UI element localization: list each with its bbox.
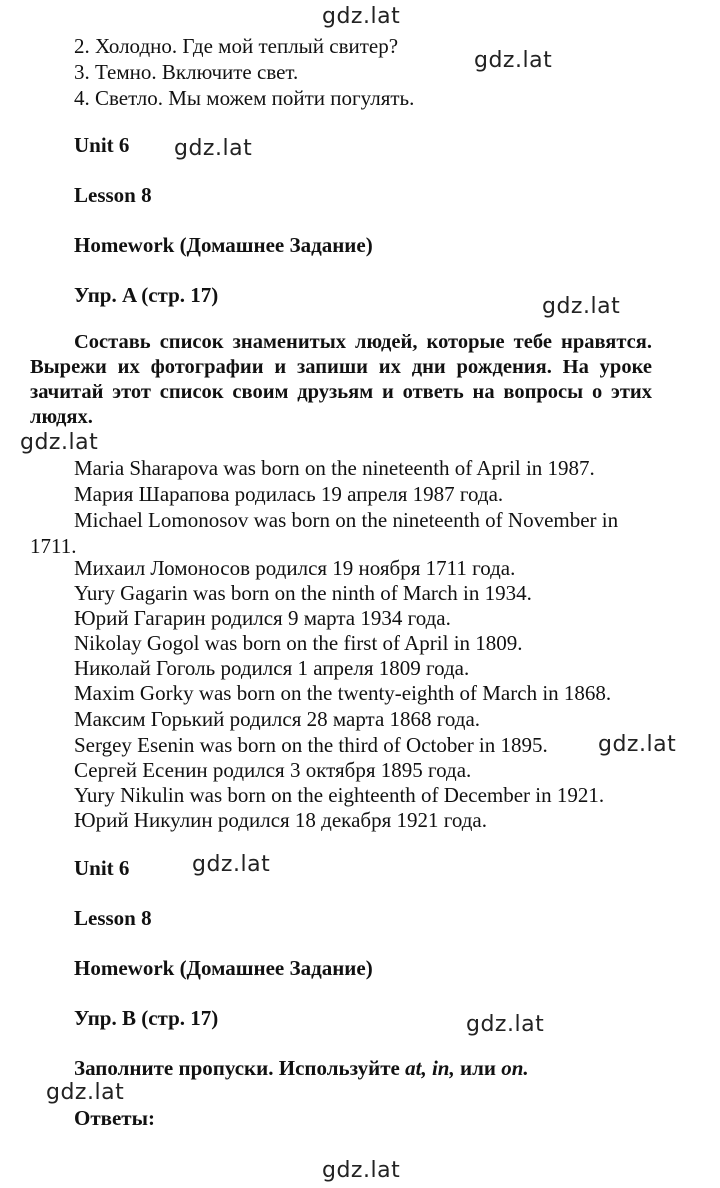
answer-line: Николай Гоголь родился 1 апреля 1809 года. (74, 656, 470, 680)
answer-line: Sergey Esenin was born on the third of October in 1895. (74, 733, 548, 757)
answer-line: Юрий Никулин родился 18 декабря 1921 года. (74, 808, 487, 832)
answer-line: Максим Горький родился 28 марта 1868 года. (74, 707, 481, 731)
watermark: gdz.lat (598, 732, 677, 757)
watermark: gdz.lat (174, 136, 253, 161)
lesson-heading: Lesson 8 (74, 183, 152, 207)
answers-label: Ответы: (74, 1106, 156, 1130)
unit-heading: Unit 6 (74, 856, 130, 880)
task-prefix: Заполните пропуски. Используйте (74, 1056, 406, 1080)
watermark: gdz.lat (46, 1080, 125, 1105)
watermark: gdz.lat (20, 430, 99, 455)
answer-line: Maxim Gorky was born on the twenty-eighth of March in 1868. (74, 681, 612, 705)
watermark: gdz.lat (192, 852, 271, 877)
answer-line: Nikolay Gogol was born on the first of April in 1809. (74, 631, 523, 655)
homework-heading: Homework (Домашнее Задание) (74, 956, 373, 980)
exercise-heading: Упр. A (стр. 17) (74, 283, 219, 307)
lesson-heading: Lesson 8 (74, 906, 152, 930)
watermark: gdz.lat (474, 48, 553, 73)
answer-line: Yury Gagarin was born on the ninth of March in 1934. (74, 581, 532, 605)
task-options: at, in, (405, 1056, 455, 1080)
answer-line: Юрий Гагарин родился 9 марта 1934 года. (74, 606, 451, 630)
answer-line: Michael Lomonosov was born on the nineteenth of November in 1711. (30, 508, 619, 558)
answer-line: Михаил Ломоносов родился 19 ноября 1711 года. (74, 556, 516, 580)
answer-line: Maria Sharapova was born on the nineteenth of April in 1987. (74, 456, 595, 480)
unit-heading: Unit 6 (74, 133, 130, 157)
exercise-heading: Упр. B (стр. 17) (74, 1006, 219, 1030)
homework-heading: Homework (Домашнее Задание) (74, 233, 373, 257)
task-text: Составь список знаменитых людей, которые тебе нравятся. Вырежи их фотографии и запиши их дни рождения. На уроке зачитай этот список своим друзьям и ответь на вопросы о этих людях. (30, 331, 652, 428)
answer-line: Мария Шарапова родилась 19 апреля 1987 года. (74, 482, 504, 506)
watermark: gdz.lat (322, 1158, 401, 1183)
task-last-option: on. (501, 1056, 529, 1080)
watermark: gdz.lat (542, 294, 621, 319)
answer-line: Yury Nikulin was born on the eighteenth of December in 1921. (74, 783, 605, 807)
answer-line: Сергей Есенин родился 3 октября 1895 года. (74, 758, 472, 782)
watermark: gdz.lat (322, 4, 401, 29)
numbered-line: 4. Светло. Мы можем пойти погулять. (74, 86, 415, 110)
task-text (74, 1055, 529, 1081)
task-middle: или (454, 1056, 502, 1080)
numbered-line: 3. Темно. Включите свет. (74, 60, 299, 84)
watermark: gdz.lat (466, 1012, 545, 1037)
numbered-line: 2. Холодно. Где мой теплый свитер? (74, 34, 399, 58)
